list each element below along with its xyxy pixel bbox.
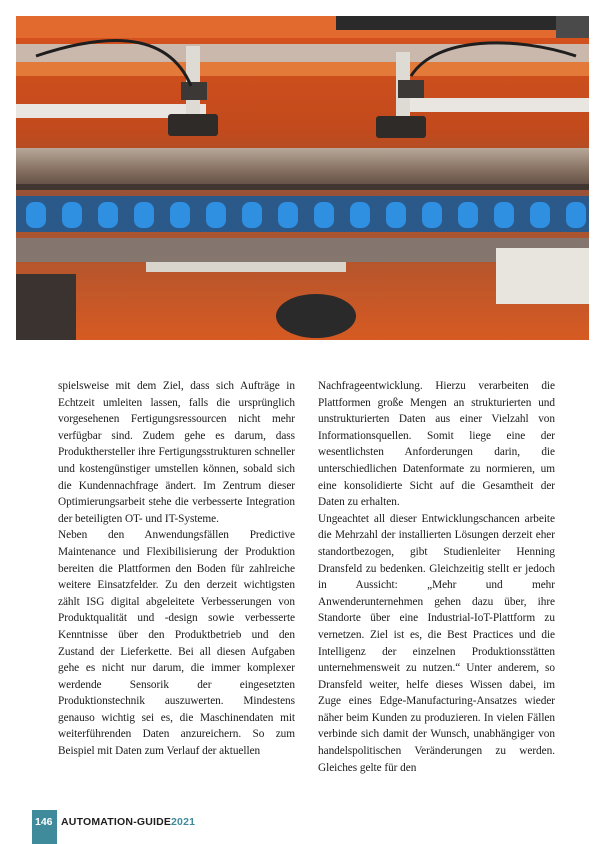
publication-title: AUTOMATION-GUIDE [61,816,172,828]
paragraph: Ungeachtet all dieser Entwicklungschancen arbeite die Mehrzahl der installierten Lösungen derzeit eher standortbezogen, gibt Studienleiter Henning Dransfeld zu bedenken. Gleichzeitig stellt er jedoch in Aussicht: „Mehr und mehr Anwenderunternehmen gehen dazu über, ihre Standorte über eine Industrial-IoT-Plattform zu vernetzen. Ziel ist es, die Best Practices und die Intelligenz der einzelnen Produktionsstätten unternehmensweit zu nutzen.“ Unter anderem, so Dransfeld weiter, helfe dieses Wissen dabei, im Zuge eines Edge-Manufacturing-Ansatzes wieder näher beim Kunden zu produzieren. In vielen Fällen verbinde sich damit der Wunsch, unabhängiger von handelspolitischen Veränderungen zu werden. Gleiches gelte für den [318,512,555,774]
paragraph: Neben den Anwendungsfällen Predictive Maintenance und Flexibilisierung der Produktion bereiten die Plattformen den Boden für zahlreiche weitere Einsatzfelder. Zu den derzeit wichtigsten zählt ISG digital abgeleitete Verbesserungen von Produktqualität und -design sowie verbesserte Kenntnisse über den Produktbetrieb und den Zustand der Lieferkette. Bei all diesen Aufgaben gehe es nicht nur darum, die immer komplexer werdende Sensorik der eingesetzten Produktionstechnik auszuwerten. Mindestens genauso wichtig sei es, die Maschinendaten mit weiterführenden Daten anzureichern. So zum Beispiel mit Daten zum Verlauf der aktuellen [58,529,295,758]
paragraph: Nachfrageentwicklung. Hierzu verarbeiten die Plattformen große Mengen an strukturierten und unstrukturierten Daten aus einer Vielzahl von Informationsquellen. Somit liege eine der wesentlichsten Anforderungen darin, die unterschiedlichen Datenformate zu normieren, um eine konsolidierte Sicht auf die Gesamtheit der Daten zu erhalten. [318,380,555,509]
publication-year: 2021 [171,816,196,828]
paragraph: spielsweise mit dem Ziel, dass sich Aufträge in Echtzeit umleiten lassen, falls die ursprünglich vorgesehenen Fertigungsressourcen nicht mehr verfügbar sind. Zudem gehe es darum, dass Produkthersteller ihre Fertigungsstrukturen schneller und kostengünstiger umstellen können, sobald sich die Kundennachfrage ändert. Im Zentrum dieser Optimierungsarbeit stehe die verbesserte Integration der beteiligten OT- und IT-Systeme. [58,380,295,525]
header-photo [16,16,589,340]
page-number-box [32,810,57,844]
page-number: 146 [35,816,53,828]
text-column-right [318,378,555,776]
text-column-left [58,378,295,760]
page-footer [32,810,432,844]
